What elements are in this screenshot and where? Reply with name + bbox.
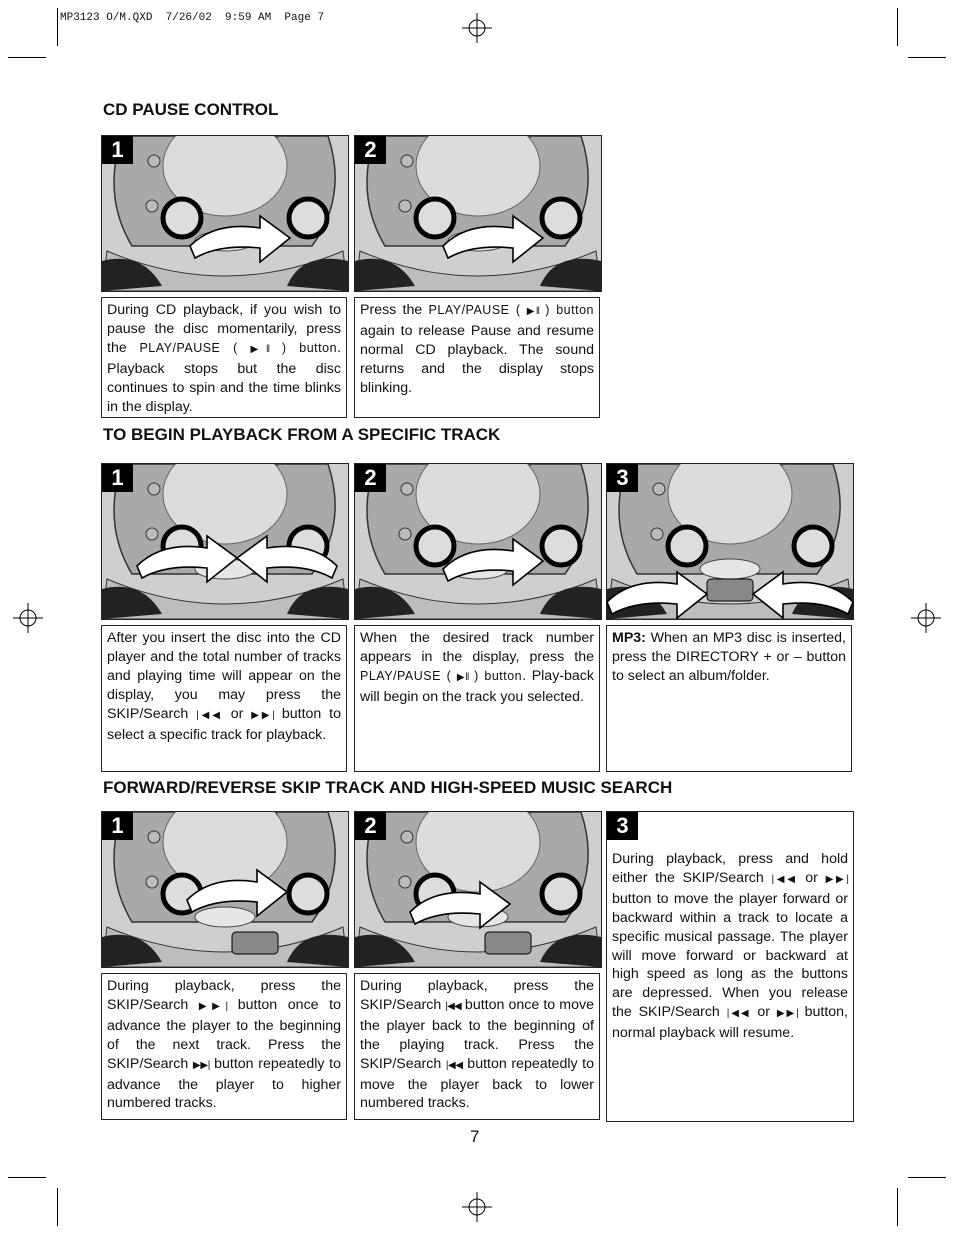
play-pause-icon: ▶ǁ [250,343,270,355]
text: button once to move the player back to the beginning of the playing track. Press the SKIP/Search [360,996,594,1072]
crop-mark [908,1177,946,1178]
illustration-skip-step-2 [354,811,602,968]
skip-back-icon: |◀◀ [771,873,798,885]
skip-forward-icon: ▶▶| [776,1008,798,1020]
step-number: 2 [355,812,386,840]
cd-player-image [102,136,348,291]
registration-mark-icon [13,603,43,633]
crop-mark [8,1177,46,1178]
cd-player-image [355,464,601,619]
text: button to move the player forward or backward within a track to locate a specific musical passage. The player will move forward or backward at high speed as long as the buttons are depressed. When you release the SKIP/Search [612,890,848,1021]
crop-mark [897,8,898,46]
instruction-specific-track-step-1 [101,625,347,772]
crop-mark [908,57,946,58]
text: ( [509,303,527,317]
text: After you insert the disc into the CD player and the total number of tracks and playing time will appear on the display, you may press the SKIP/Search [107,630,341,722]
page-number: 7 [470,1127,480,1146]
illustration-specific-track-step-1 [101,463,349,620]
text: Press the [360,302,429,318]
instruction-skip-step-2 [354,973,600,1120]
text: When the desired track number appears in the display, press the [360,630,594,665]
cd-player-image [355,136,601,291]
text: . Playback stops but the disc continues to spin and the time blinks in the display. [107,339,341,415]
text: PLAY/PAUSE [139,340,221,355]
text: ( [440,668,457,683]
step-number: 1 [102,464,133,492]
text: When an MP3 disc is inserted, press the DIRECTORY + or – button to select an album/folder. [612,630,846,684]
illustration-skip-step-1 [101,811,349,968]
instruction-skip-step-3-panel [606,811,854,1122]
text: button [556,303,594,317]
instruction-cd-pause-step-1 [101,297,347,418]
cd-player-image [355,812,601,967]
text: button [484,668,523,683]
text: button once to advance the player to the beginning of the next track. Press the SKIP/Search [107,996,341,1072]
text: button, normal playback will resume. [612,1004,848,1042]
instruction-cd-pause-step-2 [354,297,600,418]
skip-back-icon: |◀◀ [445,1000,461,1012]
skip-forward-icon: ▶▶| [251,709,275,721]
text: MP3: [612,630,646,646]
instruction-specific-track-step-2 [354,625,600,772]
text: button to select a specific track for playback. [107,705,342,743]
illustration-specific-track-step-2 [354,463,602,620]
crop-mark [57,8,58,46]
text: ( [220,340,251,355]
text: During playback, press the SKIP/Search [360,978,594,1013]
text: ) [269,340,300,355]
file-slug: MP3123 O/M.QXD 7/26/02 9:59 AM Page 7 [60,12,325,24]
registration-mark-icon [462,13,492,43]
text: ) [468,668,485,683]
text: PLAY/PAUSE [428,303,510,317]
crop-mark [8,57,46,58]
play-pause-icon: ▶ǁ [526,306,539,317]
text: button repeatedly to advance the player to higher numbered tracks. [107,1055,342,1112]
step-number: 1 [102,812,133,840]
text: During CD playback, if you wish to pause the disc momentarily, press the [107,302,341,356]
step-number: 3 [607,464,638,492]
registration-mark-icon [911,603,941,633]
text: or [750,1004,777,1021]
text: again to release Pause and resume normal CD playback. The sound returns and the display stops blinking. [360,322,594,396]
skip-forward-icon: ▶▶| [192,1059,210,1071]
cd-player-image [102,812,348,967]
step-number: 1 [102,136,133,164]
skip-back-icon: |◀◀ [445,1059,463,1071]
crop-mark [57,1188,58,1226]
step-number: 2 [355,464,386,492]
skip-back-icon: |◀◀ [196,709,223,721]
registration-mark-icon [462,1192,492,1222]
section-heading-skip-search: FORWARD/REVERSE SKIP TRACK AND HIGH-SPEED MUSIC SEARCH [103,778,673,797]
text: ) [538,303,557,317]
instruction-skip-step-1 [101,973,347,1120]
crop-mark [897,1188,898,1226]
play-pause-icon: ▶ǁ [456,671,469,683]
skip-forward-icon: ▶▶| [825,873,849,885]
text: or [222,705,252,722]
section-heading-specific-track: TO BEGIN PLAYBACK FROM A SPECIFIC TRACK [103,425,501,444]
text: button [299,340,338,355]
instruction-specific-track-step-3 [606,625,852,772]
instruction-skip-step-3 [612,850,848,1043]
text: During playback, press and hold either the SKIP/Search [612,851,848,886]
step-number: 3 [607,812,638,840]
cd-player-image [607,464,853,619]
text: . Play-back will begin on the track you selected. [360,667,594,705]
text: PLAY/PAUSE [360,668,441,683]
illustration-cd-pause-step-2 [354,135,602,292]
skip-forward-icon: ▶▶| [198,1000,228,1012]
text: or [797,869,826,886]
cd-player-image [102,464,348,619]
text: During playback, press the SKIP/Search [107,978,341,1013]
illustration-cd-pause-step-1 [101,135,349,292]
skip-back-icon: |◀◀ [726,1008,751,1020]
illustration-specific-track-step-3 [606,463,854,620]
section-heading-cd-pause: CD PAUSE CONTROL [103,100,279,119]
text: button repeatedly to move the player back to lower numbered tracks. [360,1055,594,1112]
step-number: 2 [355,136,386,164]
